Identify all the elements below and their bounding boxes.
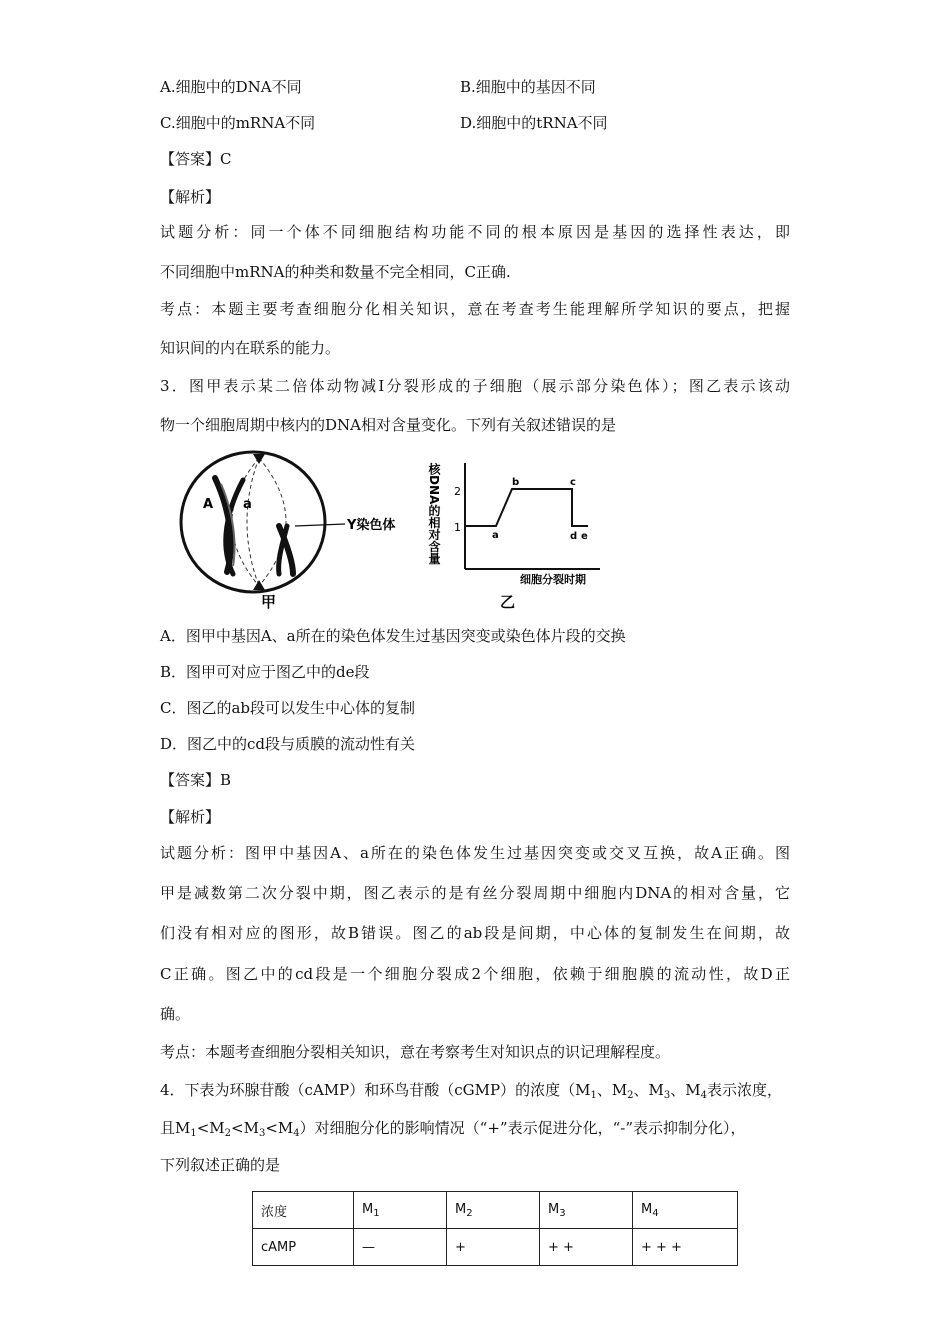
table-row (253, 1229, 738, 1266)
analysis-q3-line4: C正确。图乙中的cd段是一个细胞分裂成2个细胞，依赖于细胞膜的流动性，故D正 (160, 965, 790, 983)
analysis-title-q3: 【解析】 (160, 808, 221, 826)
tick-1: 1 (454, 521, 461, 534)
table-header-row (253, 1192, 738, 1229)
table-cell: + + + (633, 1229, 738, 1266)
graph-y-axis-label: 核DNA的相对含量 (427, 463, 441, 565)
analysis-q2-line1: 试题分析：同一个体不同细胞结构功能不同的根本原因是基因的选择性表达，即 (160, 223, 790, 241)
question-4-line2: 且$M_1<M_2<M_3<M_4$）对细胞分化的影响情况（“+”表示促进分化，“-”表示抑制分化）， (160, 1119, 746, 1139)
point-q2-line1: 考点：本题主要考查细胞分化相关知识，意在考查考生能理解所学知识的要点，把握 (160, 300, 790, 318)
point-c: c (570, 477, 576, 488)
analysis-title-q2: 【解析】 (160, 188, 221, 206)
analysis-q3-line2: 甲是减数第二次分裂中期，图乙表示的是有丝分裂周期中细胞内DNA的相对含量，它 (160, 884, 790, 902)
answer-q3: 【答案】B (160, 771, 232, 789)
table-cell: cAMP (253, 1229, 354, 1266)
figure-jia-cell-diagram (175, 450, 425, 610)
question-3-line1: 3．图甲表示某二倍体动物减Ⅰ分裂形成的子细胞（展示部分染色体）；图乙表示该动 (160, 377, 790, 395)
analysis-q2-line2: 不同细胞中mRNA的种类和数量不完全相同，C正确. (160, 263, 511, 281)
table-cell: $M_2$ (447, 1192, 540, 1229)
gene-A-label: A (203, 497, 214, 512)
table-cell: $M_4$ (633, 1192, 738, 1229)
option-3b: B．图甲可对应于图乙中的de段 (160, 663, 370, 681)
question-3-line2: 物一个细胞周期中核内的DNA相对含量变化。下列有关叙述错误的是 (160, 416, 616, 434)
table-cell: 浓度 (253, 1192, 354, 1229)
analysis-q3-line5: 确。 (160, 1005, 191, 1023)
figure-jia-caption: 甲 (261, 593, 277, 610)
tick-2: 2 (454, 485, 461, 498)
question-4-line3: 下列叙述正确的是 (160, 1156, 281, 1174)
analysis-q3-line3: 们没有相对应的图形，故B错误。图乙的ab段是间期，中心体的复制发生在间期，故 (160, 924, 790, 942)
option-2b: B.细胞中的基因不同 (460, 78, 596, 96)
y-chromosome-label: Y染色体 (347, 518, 396, 533)
table-cell: $M_3$ (540, 1192, 633, 1229)
table-cell: — (354, 1229, 447, 1266)
figure-yi-dna-graph (420, 445, 620, 615)
option-2c: C.细胞中的mRNA不同 (160, 114, 316, 132)
option-2a: A.细胞中的DNA不同 (160, 78, 302, 96)
table-cell: $M_1$ (354, 1192, 447, 1229)
point-a: a (492, 530, 499, 541)
figure-yi-caption: 乙 (500, 593, 516, 611)
table-cell: + + (540, 1229, 633, 1266)
point-d: d (570, 531, 578, 542)
point-q3: 考点：本题考查细胞分裂相关知识，意在考察考生对知识点的识记理解程度。 (160, 1043, 671, 1061)
point-q2-line2: 知识间的内在联系的能力。 (160, 339, 341, 357)
question-4-line1: 4．下表为环腺苷酸（cAMP）和环鸟苷酸（cGMP）的浓度（$M_1$、$M_2$、$M_3$、$M_4$表示浓度， (160, 1081, 783, 1101)
analysis-q3-line1: 试题分析：图甲中基因A、a所在的染色体发生过基因突变或交叉互换，故A正确。图 (160, 844, 790, 862)
option-3d: D．图乙中的cd段与质膜的流动性有关 (160, 735, 416, 753)
answer-q2: 【答案】C (160, 150, 232, 168)
table-cell: + (447, 1229, 540, 1266)
option-3a: A．图甲中基因A、a所在的染色体发生过基因突变或染色体片段的交换 (160, 627, 626, 645)
option-3c: C．图乙的ab段可以发生中心体的复制 (160, 699, 416, 717)
gene-a-label: a (243, 497, 252, 512)
point-e: e (581, 531, 588, 542)
point-b: b (512, 477, 520, 488)
option-2d: D.细胞中的tRNA不同 (460, 114, 608, 132)
concentration-table (252, 1191, 738, 1266)
graph-x-axis-label: 细胞分裂时期 (520, 573, 586, 586)
